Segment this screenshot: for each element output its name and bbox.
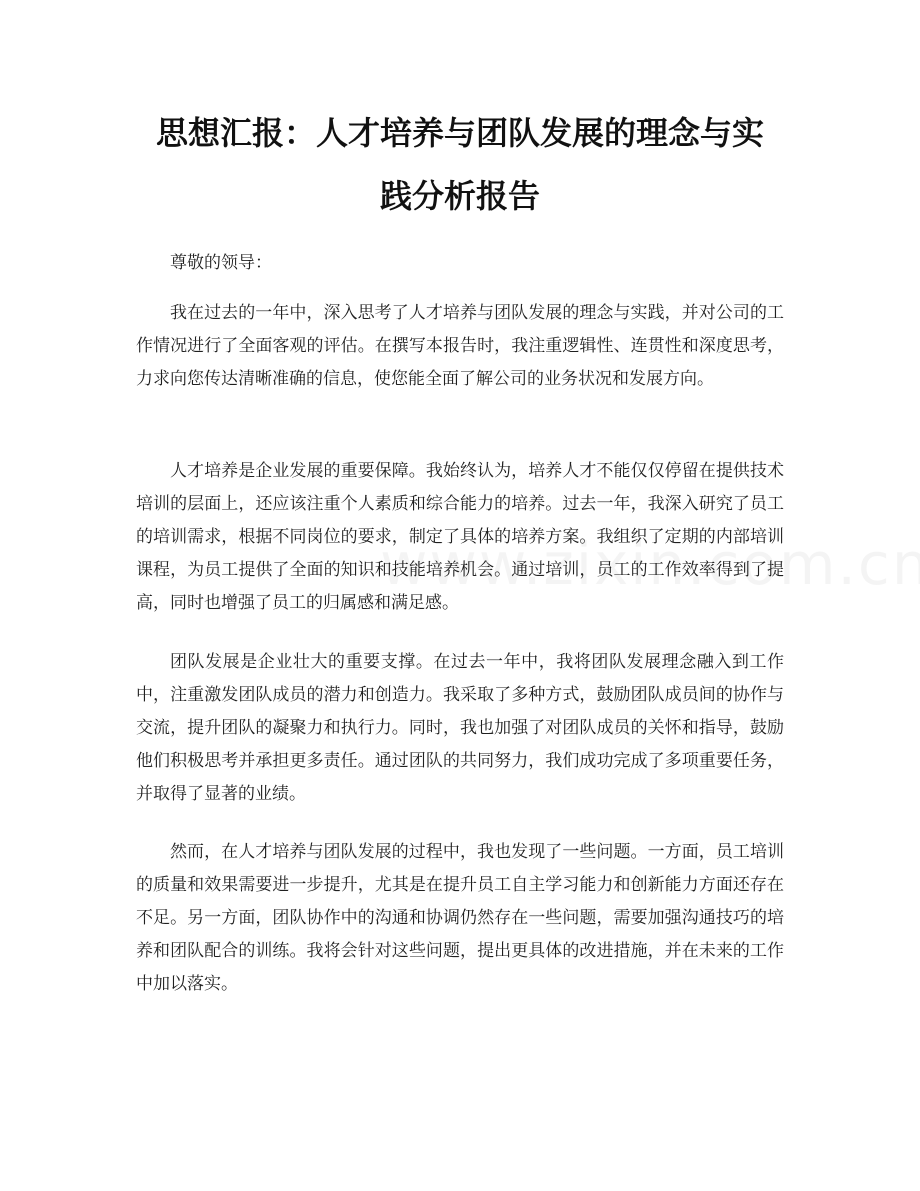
paragraph-1: 我在过去的一年中，深入思考了人才培养与团队发展的理念与实践，并对公司的工作情况进行了全面客观的评估。在撰写本报告时，我注重逻辑性、连贯性和深度思考，力求向您传达清晰准确的信息，使您能全面了解公司的业务状况和发展方向。 [136,303,784,389]
paragraph-3: 团队发展是企业壮大的重要支撑。在过去一年中，我将团队发展理念融入到工作中，注重激发团队成员的潜力和创造力。我采取了多种方式，鼓励团队成员间的协作与交流，提升团队的凝聚力和执行力。同时，我也加强了对团队成员的关怀和指导，鼓励他们积极思考并承担更多责任。通过团队的共同努力，我们成功完成了多项重要任务，并取得了显著的业绩。 [136,652,784,804]
salutation: 尊敬的领导： [170,253,272,273]
paragraph-2: 人才培养是企业发展的重要保障。我始终认为，培养人才不能仅仅停留在提供技术培训的层面上，还应该注重个人素质和综合能力的培养。过去一年，我深入研究了员工的培训需求，根据不同岗位的要求，制定了具体的培养方案。我组织了定期的内部培训课程，为员工提供了全面的知识和技能培养机会。通过培训，员工的工作效率得到了提高，同时也增强了员工的归属感和满足感。 [136,461,784,613]
document-title-line-2: 践分析报告 [379,177,540,215]
paragraph-4: 然而，在人才培养与团队发展的过程中，我也发现了一些问题。一方面，员工培训的质量和效果需要进一步提升，尤其是在提升员工自主学习能力和创新能力方面还存在不足。另一方面，团队协作中的沟通和协调仍然存在一些问题，需要加强沟通技巧的培养和团队配合的训练。我将会针对这些问题，提出更具体的改进措施，并在未来的工作中加以落实。 [136,842,784,994]
document-title-line-1: 思想汇报：人才培养与团队发展的理念与实 [155,114,764,152]
